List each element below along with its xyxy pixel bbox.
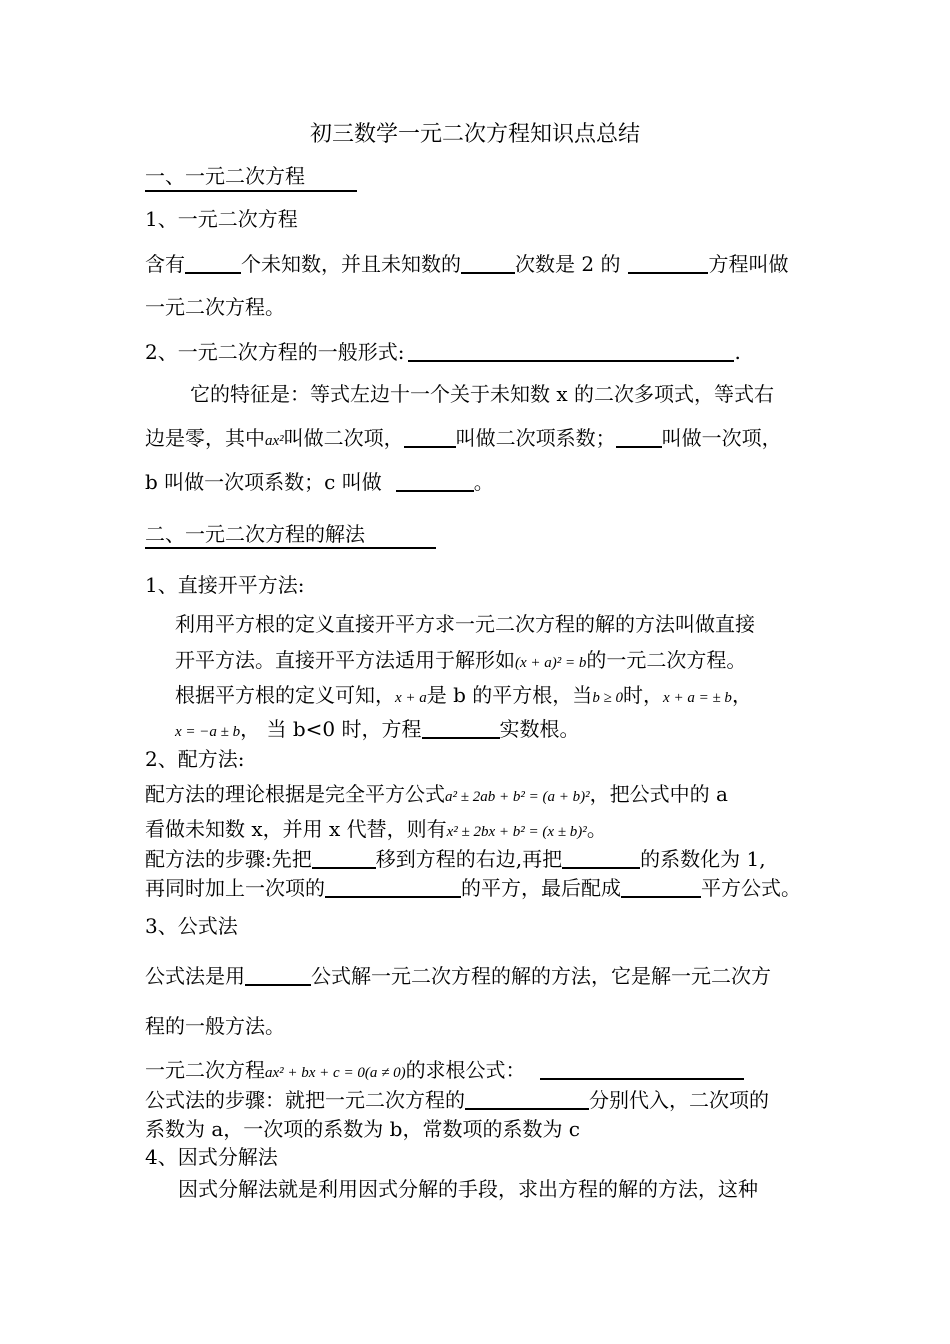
text: 分别代入，二次项的 <box>589 1088 769 1112</box>
section2-underline <box>145 547 436 549</box>
math-expression: x = −a ± b <box>175 724 241 740</box>
fill-blank[interactable] <box>245 964 311 986</box>
feature-line-1: 它的特征是：等式左边十一个关于未知数 x 的二次多项式，等式右 <box>190 382 774 406</box>
fill-blank[interactable] <box>408 340 734 362</box>
fill-blank[interactable] <box>628 252 708 274</box>
method4-line-1: 因式分解法就是利用因式分解的手段，求出方程的解的方法，这种 <box>178 1177 758 1201</box>
definition-line-2: 一元二次方程。 <box>145 295 285 319</box>
math-expression: ax² <box>265 433 284 449</box>
fill-blank[interactable] <box>616 426 662 448</box>
text: 配方法的步骤:先把 <box>145 847 312 871</box>
fill-blank[interactable] <box>562 847 640 869</box>
text: 是 b 的平方根，当 <box>426 683 593 707</box>
fill-blank[interactable] <box>185 252 241 274</box>
section1-sub1: 1、一元二次方程 <box>145 207 298 231</box>
text: 个未知数，并且未知数的 <box>241 252 461 276</box>
method2-heading: 2、配方法: <box>145 747 245 771</box>
general-form-line <box>145 338 741 366</box>
text: 配方法的理论根据是完全平方公式 <box>145 782 445 806</box>
text: 一元二次方程 <box>145 1058 265 1082</box>
text: 次数是 2 的 <box>515 252 621 276</box>
method1-line-4 <box>175 715 580 746</box>
math-expression: b ≥ 0 <box>592 690 624 706</box>
section1-underline <box>145 190 357 192</box>
method2-line-2 <box>145 815 607 846</box>
text: 公式法的步骤：就把一元二次方程的 <box>145 1088 465 1112</box>
text: 。 <box>473 470 494 494</box>
text: b 叫做一次项系数；c 叫做 <box>145 470 382 494</box>
method1-line-2 <box>175 646 746 677</box>
fill-blank[interactable] <box>465 1088 589 1110</box>
fill-blank[interactable] <box>621 876 701 898</box>
fill-blank[interactable] <box>396 470 474 492</box>
method2-line-4 <box>145 874 801 902</box>
text: 叫做二次项， <box>283 426 404 450</box>
definition-line <box>145 250 788 278</box>
text: 公式法是用 <box>145 964 245 988</box>
method2-line-1 <box>145 780 728 811</box>
method3-line-3 <box>145 1056 744 1087</box>
method3-line-1 <box>145 962 771 990</box>
method3-line-2: 程的一般方法。 <box>145 1014 285 1038</box>
text: 方程叫做 <box>708 252 789 276</box>
method2-line-3 <box>145 845 766 873</box>
fill-blank[interactable] <box>312 847 376 869</box>
text: 的平方，最后配成 <box>461 876 621 900</box>
text: 2、一元二次方程的一般形式: <box>145 340 405 364</box>
fill-blank[interactable] <box>461 252 515 274</box>
math-expression: x² ± 2bx + b² = (x ± b)² <box>446 824 587 840</box>
method3-line-4 <box>145 1086 769 1114</box>
text: 的系数化为 1, <box>640 847 766 871</box>
text: 根据平方根的定义可知， <box>175 683 395 707</box>
method1-line-1: 利用平方根的定义直接开平方求一元二次方程的解的方法叫做直接 <box>175 612 755 636</box>
text: 含有 <box>145 252 185 276</box>
text: 的一元二次方程。 <box>586 648 747 672</box>
text: ， <box>731 683 752 707</box>
text: 平方公式。 <box>701 876 801 900</box>
text: ，把公式中的 a <box>589 782 728 806</box>
feature-line-2 <box>145 424 782 455</box>
fill-blank[interactable] <box>422 717 500 739</box>
feature-line-3 <box>145 468 494 496</box>
text: 移到方程的右边,再把 <box>375 847 563 871</box>
math-expression: ax² + bx + c = 0(a ≠ 0) <box>265 1065 406 1081</box>
text: 时， <box>623 683 664 707</box>
text: 。 <box>586 817 607 841</box>
method1-heading: 1、直接开平方法: <box>145 573 305 597</box>
math-expression: (x + a)² = b <box>515 655 587 671</box>
text: 公式解一元二次方程的解的方法，它是解一元二次方 <box>311 964 771 988</box>
section2-heading: 二、一元二次方程的解法 <box>145 522 365 546</box>
text: 看做未知数 x，并用 x 代替，则有 <box>145 817 447 841</box>
text: 开平方法。直接开平方法适用于解形如 <box>175 648 515 672</box>
page-title: 初三数学一元二次方程知识点总结 <box>309 122 640 147</box>
math-expression: x + a <box>395 690 427 706</box>
fill-blank[interactable] <box>325 876 461 898</box>
text: 叫做二次项系数； <box>455 426 616 450</box>
math-expression: x + a = ± b <box>663 690 732 706</box>
text: 实数根。 <box>499 717 580 741</box>
text: 再同时加上一次项的 <box>145 876 325 900</box>
text: . <box>734 340 741 364</box>
method3-heading: 3、公式法 <box>145 914 238 938</box>
text: 叫做一次项， <box>661 426 782 450</box>
fill-blank[interactable] <box>540 1058 744 1080</box>
text: 的求根公式： <box>405 1058 526 1082</box>
method3-line-5: 系数为 a，一次项的系数为 b，常数项的系数为 c <box>145 1117 580 1141</box>
math-expression: a² ± 2ab + b² = (a + b)² <box>445 789 590 805</box>
section1-heading: 一、一元二次方程 <box>145 164 305 188</box>
fill-blank[interactable] <box>404 426 456 448</box>
text: ， 当 b<0 时，方程 <box>240 717 422 741</box>
method1-line-3 <box>175 681 752 712</box>
method4-heading: 4、因式分解法 <box>145 1145 278 1169</box>
text: 边是零，其中 <box>145 426 265 450</box>
